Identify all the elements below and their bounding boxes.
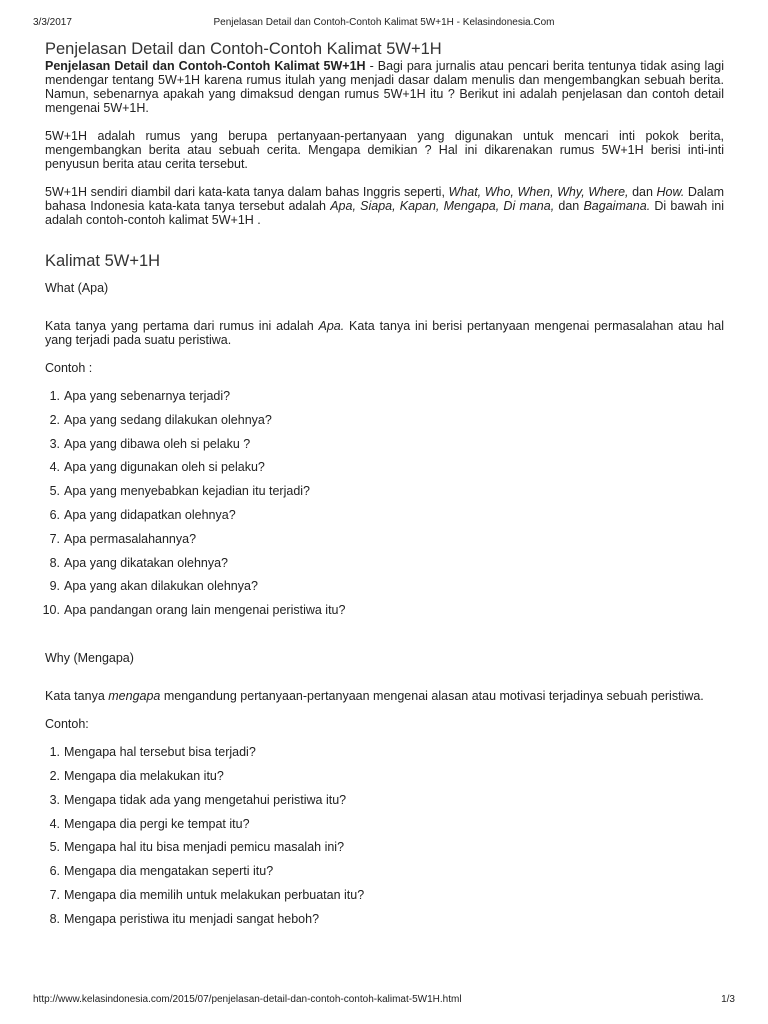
intro-text: - Bagi para jurnalis atau pencari berita tentunya tidak asing lagi mendengar tentang 5W+1H karena rumus itulah yang menjadi dasar dalam menulis dan mengembangkan sebuah berita. Namun, sebenarnya apakah yang dimaksud dengan rumus 5W+1H itu ? Berikut ini adalah penjelasan dan contoh detail mengenai 5W+1H. (45, 59, 724, 115)
list-text: Mengapa tidak ada yang mengetahui peristiwa itu? (64, 792, 347, 807)
list-item (45, 413, 724, 427)
list-number: 6. (49, 864, 60, 879)
list-item (45, 556, 724, 570)
page-url: http://www.kelasindonesia.com/2015/07/penjelasan-detail-dan-contoh-contoh-kalimat-5W1H.html (33, 994, 462, 1005)
origin-italic-2: How. (656, 185, 685, 199)
list-text: Apa yang digunakan oleh si pelaku? (64, 460, 265, 475)
list-text: Mengapa hal itu bisa menjadi pemicu masalah ini? (64, 840, 345, 855)
list-number: 10. (42, 603, 60, 618)
list-item (45, 579, 724, 593)
origin-italic-1: What, Who, When, Why, Where, (448, 185, 629, 199)
origin-text-4: dan (554, 199, 584, 213)
origin-text-5: Di bawah ini adalah contoh-contoh kalimat 5W+1H . (45, 199, 724, 227)
list-item (45, 817, 724, 831)
list-item (45, 532, 724, 546)
article (42, 39, 724, 936)
list-text: Apa yang sedang dilakukan olehnya? (64, 412, 272, 427)
why-contoh-label: Contoh: (45, 717, 89, 732)
list-text: Mengapa dia melakukan itu? (64, 768, 224, 783)
what-heading: What (Apa) (45, 281, 109, 295)
why-desc-italic: mengapa (108, 689, 161, 704)
list-item (45, 460, 724, 474)
list-item (45, 888, 724, 902)
list-text: Apa yang dibawa oleh si pelaku ? (64, 436, 251, 451)
why-example-list (45, 745, 724, 926)
origin-text-2: dan (628, 185, 657, 199)
list-number: 7. (49, 887, 60, 902)
why-description (45, 689, 724, 703)
list-text: Mengapa dia pergi ke tempat itu? (64, 816, 250, 831)
list-item (45, 437, 724, 451)
what-contoh-label: Contoh : (45, 361, 93, 375)
list-item (45, 745, 724, 759)
what-desc-italic: Apa. (318, 319, 345, 333)
page-number: 1/3 (721, 994, 735, 1005)
list-text: Apa yang akan dilakukan olehnya? (64, 579, 258, 594)
what-desc-text-1: Kata tanya yang pertama dari rumus ini adalah (45, 319, 319, 333)
list-number: 2. (49, 412, 60, 427)
list-number: 9. (49, 579, 60, 594)
list-item (45, 769, 724, 783)
intro-bold-lead: Penjelasan Detail dan Contoh-Contoh Kalimat 5W+1H (45, 59, 366, 73)
list-number: 5. (49, 484, 60, 499)
list-number: 6. (49, 507, 60, 522)
list-number: 4. (49, 460, 60, 475)
print-header (0, 0, 768, 30)
list-number: 1. (49, 389, 60, 403)
list-text: Mengapa hal tersebut bisa terjadi? (64, 745, 256, 760)
origin-paragraph (45, 185, 724, 227)
why-desc-text-2: mengandung pertanyaan-pertanyaan mengenai alasan atau motivasi terjadinya sebuah peristiwa. (160, 689, 704, 704)
list-item (45, 389, 724, 403)
list-text: Apa yang didapatkan olehnya? (64, 507, 236, 522)
what-description (45, 319, 724, 347)
section-why (45, 651, 724, 926)
list-item (45, 840, 724, 854)
list-text: Apa yang menyebabkan kejadian itu terjadi? (64, 484, 311, 499)
list-number: 4. (49, 816, 60, 831)
list-text: Apa pandangan orang lain mengenai peristiwa itu? (64, 603, 346, 618)
list-text: Mengapa peristiwa itu menjadi sangat heboh? (64, 911, 320, 926)
list-number: 1. (49, 745, 60, 760)
origin-text-3: Dalam bahasa Indonesia kata-kata tanya tersebut adalah (45, 185, 724, 213)
list-text: Apa permasalahannya? (64, 531, 197, 546)
what-desc-text-2: Kata tanya ini berisi pertanyaan mengenai permasalahan atau hal yang terjadi pada suatu peristiwa. (45, 319, 724, 347)
list-number: 3. (49, 792, 60, 807)
list-text: Apa yang dikatakan olehnya? (64, 555, 229, 570)
article-title: Penjelasan Detail dan Contoh-Contoh Kalimat 5W+1H (45, 40, 442, 58)
list-item (45, 484, 724, 498)
list-text: Mengapa dia mengatakan seperti itu? (64, 864, 274, 879)
section-what (42, 281, 724, 618)
print-date: 3/3/2017 (33, 17, 72, 28)
list-item (45, 864, 724, 878)
list-text: Apa yang sebenarnya terjadi? (64, 389, 231, 403)
what-example-list (42, 389, 724, 618)
why-heading: Why (Mengapa) (45, 651, 134, 666)
origin-text-1: 5W+1H sendiri diambil dari kata-kata tanya dalam bahas Inggris seperti, (45, 185, 449, 199)
list-number: 8. (49, 555, 60, 570)
list-item (45, 912, 724, 926)
intro-paragraph (45, 59, 724, 115)
list-item (45, 508, 724, 522)
list-number: 7. (49, 531, 60, 546)
list-number: 2. (49, 768, 60, 783)
list-item (45, 793, 724, 807)
list-text: Mengapa dia memilih untuk melakukan perbuatan itu? (64, 887, 365, 902)
origin-italic-4: Bagaimana. (583, 199, 651, 213)
list-number: 5. (49, 840, 60, 855)
list-number: 3. (49, 436, 60, 451)
list-number: 8. (49, 911, 60, 926)
why-desc-text-1: Kata tanya (45, 689, 109, 704)
origin-italic-3: Apa, Siapa, Kapan, Mengapa, Di mana, (330, 199, 555, 213)
section-title: Kalimat 5W+1H (45, 252, 161, 270)
list-item (42, 603, 724, 618)
print-page-title: Penjelasan Detail dan Contoh-Contoh Kalimat 5W+1H - Kelasindonesia.Com (213, 17, 555, 28)
definition-paragraph: 5W+1H adalah rumus yang berupa pertanyaan-pertanyaan yang digunakan untuk mencari inti pokok berita, mengembangkan berita atau sebuah cerita. Mengapa demikian ? Hal ini dikarenakan rumus 5W+1H berisi inti-inti penyusun berita atau cerita tersebut. (45, 129, 724, 171)
